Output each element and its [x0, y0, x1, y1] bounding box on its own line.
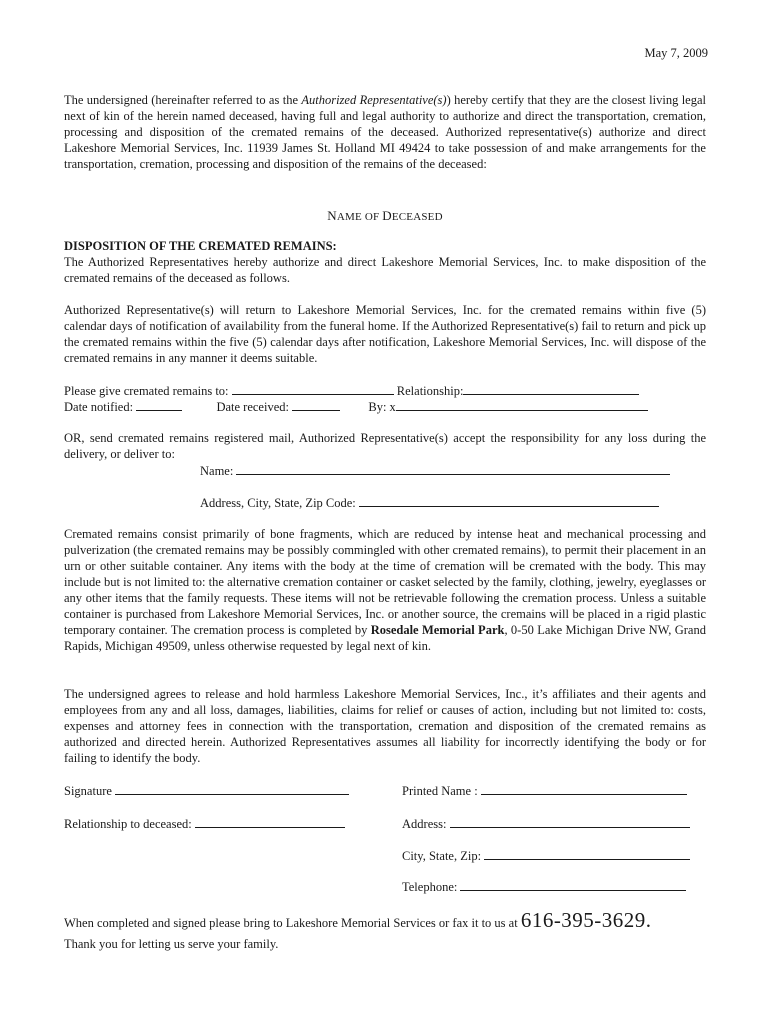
rosedale-name: Rosedale Memorial Park [370, 623, 505, 637]
telephone-line[interactable] [460, 878, 686, 891]
by-signature-line[interactable] [396, 398, 648, 411]
address-label: Address: [402, 817, 447, 831]
printed-name-line[interactable] [481, 782, 687, 795]
signature-label: Signature [64, 784, 112, 798]
document-date: May 7, 2009 [644, 46, 708, 60]
address-row [402, 815, 690, 832]
mail-address-label: Address, City, State, Zip Code: [200, 496, 356, 510]
date-received-line[interactable] [292, 398, 340, 411]
intro-text-start: The undersigned (hereinafter referred to as the [64, 93, 302, 107]
mail-name-row [200, 462, 670, 479]
printed-name-label: Printed Name : [402, 784, 478, 798]
date-received-label: Date received: [216, 400, 289, 414]
city-state-zip-label: City, State, Zip: [402, 849, 482, 863]
telephone-row [402, 878, 686, 895]
relationship-line[interactable] [463, 382, 639, 395]
footer-instruction-text: When completed and signed please bring to Lakeshore Memorial Services or fax it to us at [64, 916, 518, 930]
city-state-zip-line[interactable] [484, 847, 690, 860]
cremated-text-end: , 0-50 Lake Michigan Drive NW, Grand Rapids, Michigan 49509, unless otherwise requested by legal next of kin. [64, 623, 706, 653]
signature-row [64, 782, 349, 799]
date-notified-line[interactable] [136, 398, 182, 411]
cremated-remains-paragraph [64, 526, 706, 654]
mail-name-label: Name: [200, 464, 234, 478]
return-paragraph: Authorized Representative(s) will return to Lakeshore Memorial Services, Inc. for the cremated remains within five (5) calendar days of notification of availability from the funeral home. If the Authorized Representative(s) fail to return and pick up the cremated remains within the five (5) calendar days after notification, Lakeshore Memorial Services, Inc. will dispose of the cremated remains in any manner it deems suitable. [64, 303, 706, 365]
intro-paragraph [64, 92, 706, 172]
release-paragraph: The undersigned agrees to release and hold harmless Lakeshore Memorial Services, Inc., it’s affiliates and their agents and employees from any and all loss, damages, liabilities, claims for relief or causes of action, including but not limited to: costs, expenses and attorney fees in connection with the transportation, cremation and disposition of the cremated remains as authorized and directed herein. Authorized Representatives assumes all liability for incorrectly identifying the body or for failing to identify the body. [64, 687, 706, 765]
heading-small-caps-1: AME OF [336, 211, 383, 223]
footer-instruction [64, 908, 652, 933]
disposition-section [64, 238, 706, 286]
cremated-text-start: Cremated remains consist primarily of bone fragments, which are reduced by intense heat and mechanical processing and pulverization (the cremated remains may be possibly commingled with other cremated remains), to permit their placement in an urn or other suitable container. Any items with the body at the time of cremation will be cremated with the body. This may include but is not limited to: the alternative cremation container or casket selected by the family, clothing, jewelry, eyeglasses or any other items that the family requests. These items will not be retrievable following the cremation process. Unless a suitable container is purchased from Lakeshore Memorial Services, Inc. or another source, the cremains will be placed in a rigid plastic temporary container. The cremation process is completed by [64, 527, 706, 637]
address-line[interactable] [450, 815, 690, 828]
please-give-label: Please give cremated remains to: [64, 384, 229, 398]
disposition-title: DISPOSITION OF THE CREMATED REMAINS: [64, 239, 337, 253]
intro-emphasis: Authorized Representative(s) [301, 93, 447, 107]
relationship-label: Relationship: [396, 384, 464, 398]
relationship-deceased-row [64, 815, 345, 832]
telephone-label: Telephone: [402, 880, 458, 894]
disposition-text: The Authorized Representatives hereby authorize and direct Lakeshore Memorial Services, Inc. to make disposition of the cremated remains of the deceased as follows. [64, 255, 706, 285]
date-notified-label: Date notified: [64, 400, 134, 414]
relationship-deceased-line[interactable] [195, 815, 345, 828]
fax-number: 616-395-3629. [520, 908, 652, 932]
mail-address-row [200, 494, 659, 511]
intro-text-end: ) hereby certify that they are the closest living legal next of kin of the herein named deceased, having full and legal authority to authorize and direct the transportation, cremation, processing and disposition of the cremated remains of the deceased. Authorized representative(s) authorize and direct Lakeshore Memorial Services, Inc. 11939 James St. Holland MI 49424 to take possession of and make arrangements for the transportation, cremation, processing and disposition of the remains of the deceased: [64, 93, 706, 171]
relationship-deceased-label: Relationship to deceased: [64, 817, 192, 831]
notification-row [64, 398, 648, 415]
heading-cap-n: N [327, 208, 337, 223]
mail-name-line[interactable] [236, 462, 670, 475]
mail-address-line[interactable] [359, 494, 659, 507]
recipient-name-line[interactable] [232, 382, 394, 395]
heading-small-caps-2: ECEASED [391, 211, 443, 223]
footer-thanks: Thank you for letting us serve your family. [64, 937, 279, 951]
name-of-deceased-heading [0, 208, 770, 224]
give-to-row [64, 382, 639, 399]
heading-cap-d: D [382, 208, 392, 223]
city-state-zip-row [402, 847, 690, 864]
printed-name-row [402, 782, 687, 799]
signature-line[interactable] [115, 782, 349, 795]
by-label: By: x [368, 400, 396, 414]
mail-paragraph: OR, send cremated remains registered mail, Authorized Representative(s) accept the responsibility for any loss during the delivery, or deliver to: [64, 431, 706, 461]
